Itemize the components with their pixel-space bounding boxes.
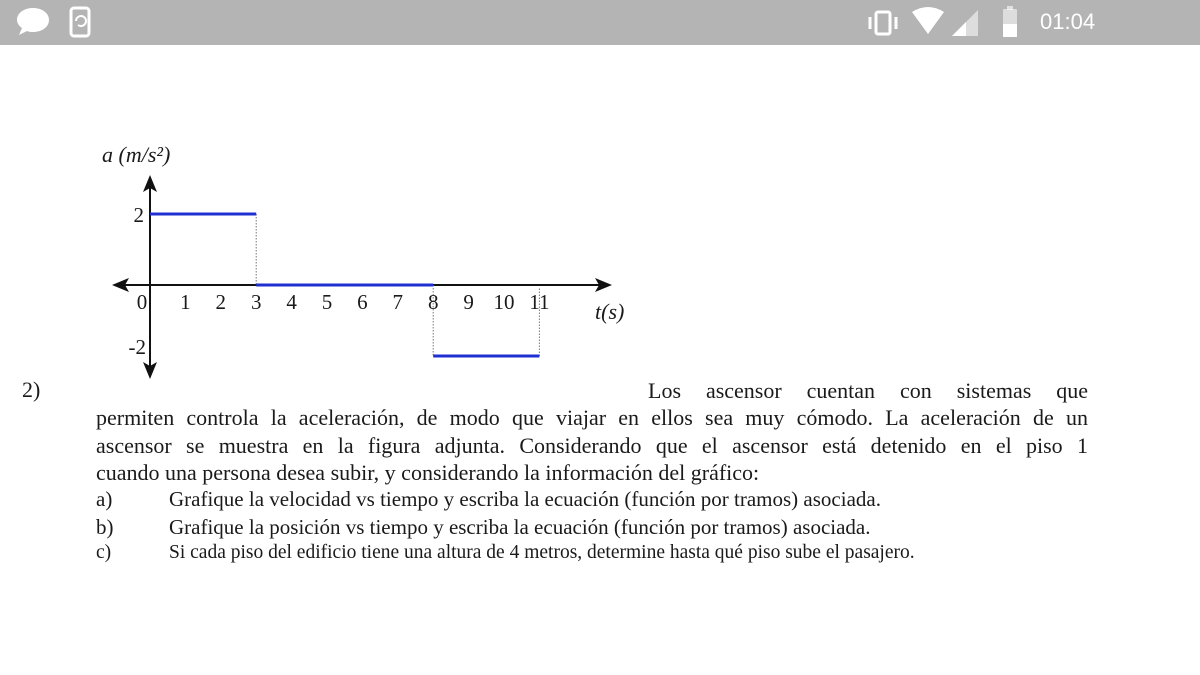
item-label: c) (96, 542, 112, 563)
phone-sync-icon (68, 0, 98, 45)
x-axis-label: t(s) (595, 299, 625, 324)
wifi-icon (910, 0, 946, 45)
x-tick-label: 1 (180, 290, 191, 314)
battery-icon (1000, 0, 1024, 45)
acceleration-chart (90, 135, 650, 385)
intro-line: permiten controla la aceleración, de modo que viajar en ellos sea muy cómodo. La aceleración de un (96, 405, 1088, 430)
x-tick-label: 5 (321, 290, 333, 314)
chat-bubble-icon (14, 0, 64, 45)
intro-line: cuando una persona desea subir, y considerando la información del gráfico: (96, 460, 760, 485)
question-number: 2) (22, 377, 41, 402)
x-tick-label: 8 (427, 290, 439, 314)
x-tick-label: 9 (463, 290, 474, 314)
item-text: Grafique la velocidad vs tiempo y escriba la ecuación (función por tramos) asociada. (169, 487, 881, 511)
x-tick-label: 6 (357, 290, 368, 314)
x-tick-label: 2 (215, 290, 227, 314)
x-tick-label: 3 (250, 290, 262, 314)
item-text: Grafique la posición vs tiempo y escriba la ecuación (función por tramos) asociada. (169, 515, 871, 539)
x-tick-label: 0 (136, 290, 148, 314)
x-tick-label: 4 (286, 290, 297, 314)
status-bar (0, 0, 1200, 45)
clock: 01:04 (1040, 9, 1096, 34)
item-label: b) (96, 515, 114, 539)
x-tick-label: 7 (392, 290, 404, 314)
x-tick-label: 10 (493, 290, 515, 314)
y-tick-label: -2 (128, 335, 146, 359)
intro-paragraph (96, 404, 1088, 487)
x-tick-label: 11 (529, 290, 550, 314)
y-axis-label: a (m/s²) (102, 142, 171, 167)
cell-signal-icon (950, 0, 980, 45)
item-label: a) (96, 487, 113, 511)
intro-line: ascensor se muestra en la figura adjunta. Considerando que el ascensor está detenido en el piso 1 (96, 432, 1088, 458)
item-text: Si cada piso del edificio tiene una altura de 4 metros, determine hasta qué piso sube el pasajero. (169, 542, 915, 563)
intro-first-line: Los ascensor cuentan con sistemas que (648, 378, 1088, 403)
vibrate-icon (866, 0, 902, 45)
y-tick-label: 2 (133, 203, 144, 227)
